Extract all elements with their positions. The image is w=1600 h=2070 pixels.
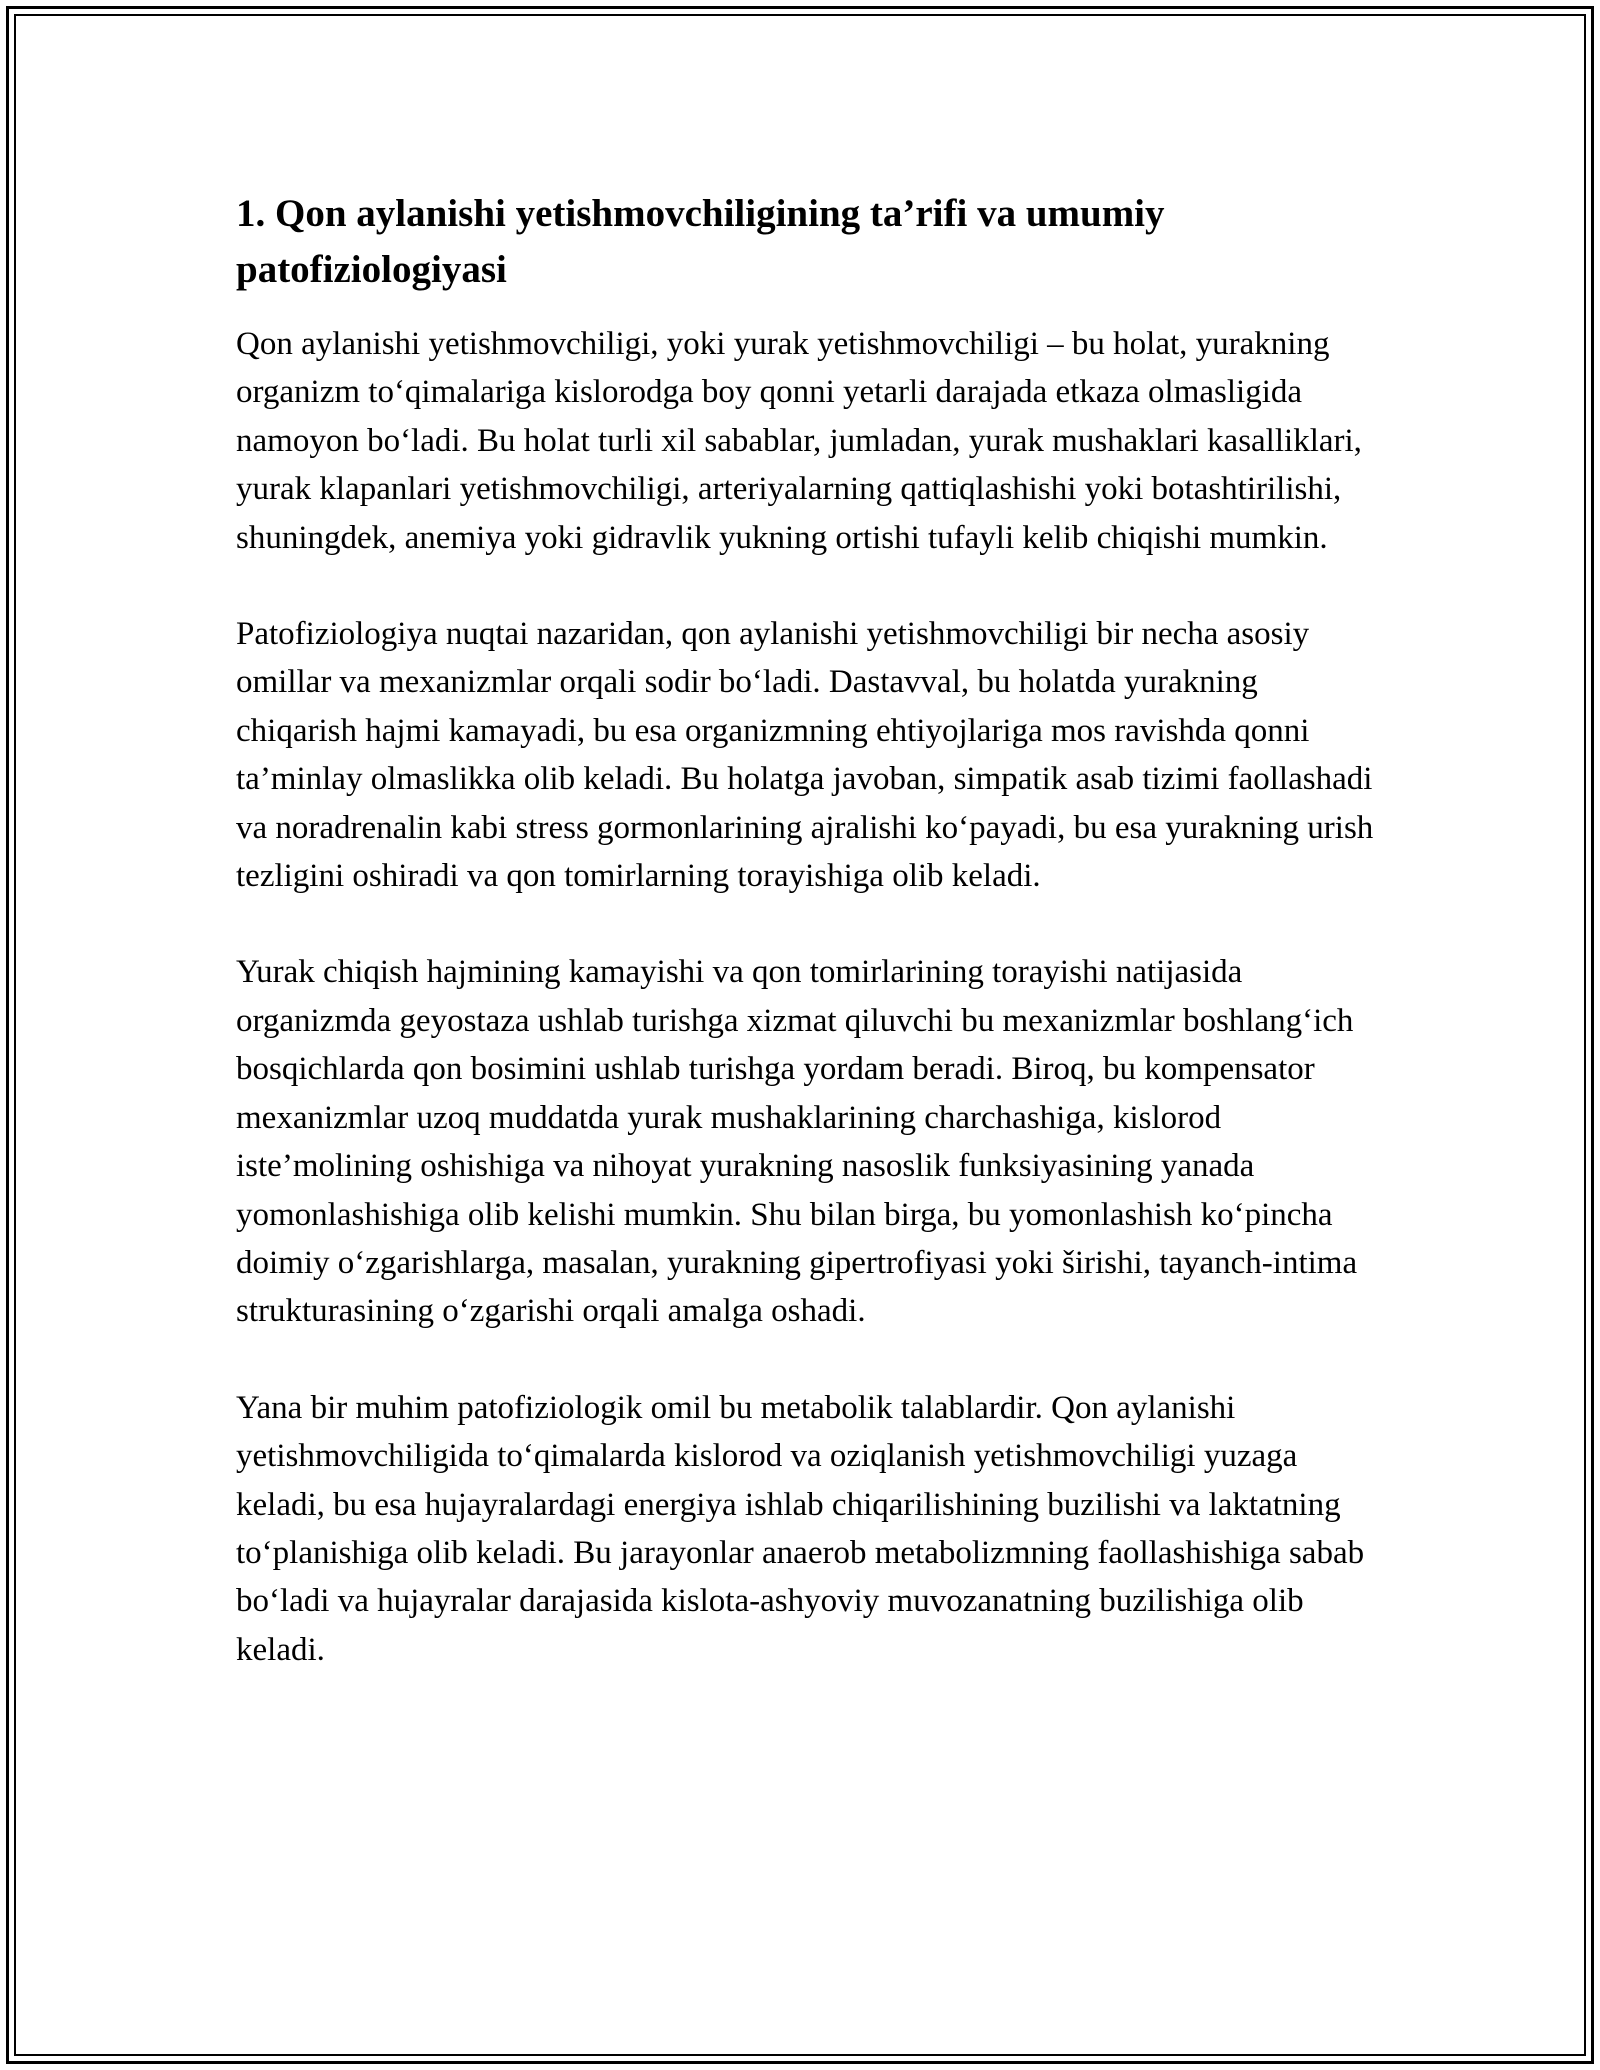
document-body [236,186,1376,1722]
paragraph-compensation: Yurak chiqish hajmining kamayishi va qon tomirlarining torayishi natijasida organizmda geyostaza ushlab turishga xizmat qiluvchi bu mexanizmlar boshlang‘ich bosqichlarda qon bosimini ushlab turishga yordam beradi. Biroq, bu kompensator mexanizmlar uzoq muddatda yurak mushaklarining charchashiga, kislorod iste’molining oshishiga va nihoyat yurakning nasoslik funksiyasining yanada yomonlashishiga olib kelishi mumkin. Shu bilan birga, bu yomonlashish ko‘pincha doimiy o‘zgarishlarga, masalan, yurakning gipertrofiyasi yoki širishi, tayanch-intima strukturasining o‘zgarishi orqali amalga oshadi. [236,954,1358,1330]
paragraph-pathophysiology: Patofiziologiya nuqtai nazaridan, qon aylanishi yetishmovchiligi bir necha asosiy omillar va mexanizmlar orqali sodir bo‘ladi. Dastavval, bu holatda yurakning chiqarish hajmi kamayadi, bu esa organizmning ehtiyojlariga mos ravishda qonni ta’minlay olmaslikka olib keladi. Bu holatga javoban, simpatik asab tizimi faollashadi va noradrenalin kabi stress gormonlarining ajralishi ko‘payadi, bu esa yurakning urish tezligini oshiradi va qon tomirlarning torayishiga olib keladi. [236,616,1374,895]
paragraph-metabolic: Yana bir muhim patofiziologik omil bu metabolik talablardir. Qon aylanishi yetishmovchiligida to‘qimalarda kislorod va oziqlanish yetishmovchiligi yuzaga keladi, bu esa hujayralardagi energiya ishlab chiqarilishining buzilishi va laktatning to‘planishiga olib keladi. Bu jarayonlar anaerob metabolizmning faollashishiga sabab bo‘ladi va hujayralar darajasida kislota-ashyoviy muvozanatning buzilishiga olib keladi. [236,1389,1365,1668]
paragraph-definition: Qon aylanishi yetishmovchiligi, yoki yurak yetishmovchiligi – bu holat, yurakning organizm to‘qimalariga kislorodga boy qonni yetarli darajada etkaza olmasligida namoyon bo‘ladi. Bu holat turli xil sabablar, jumladan, yurak mushaklari kasalliklari, yurak klapanlari yetishmovchiligi, arteriyalarning qattiqlashishi yoki botashtirilishi, shuningdek, anemiya yoki gidravlik yukning ortishi tufayli kelib chiqishi mumkin. [236,326,1362,556]
section-heading: 1. Qon aylanishi yetishmovchiligining ta’rifi va umumiy patofiziologiyasi [236,192,1165,291]
